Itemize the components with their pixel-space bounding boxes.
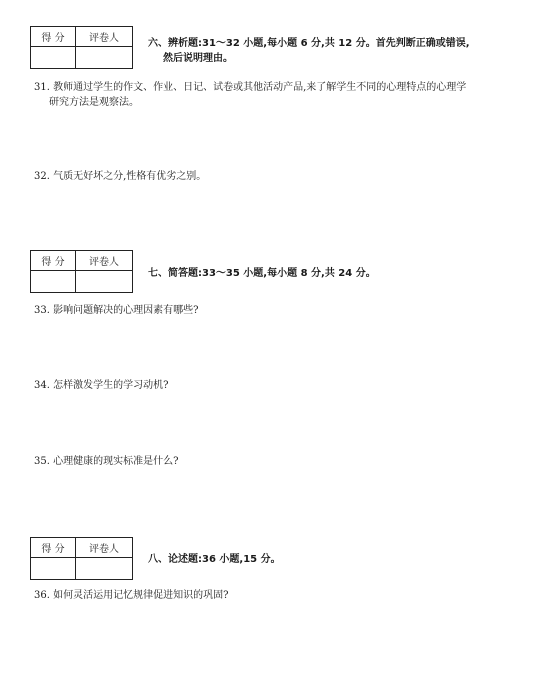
section-title-7 [148,266,376,281]
section-title-line: 八、论述题:36 小题,15 分。 [148,554,281,565]
grader-cell[interactable] [76,271,133,293]
grader-cell[interactable] [76,47,133,69]
score-box-section-6 [30,26,133,69]
section-title-6 [148,36,470,66]
score-label: 得 分 [31,251,76,271]
section-title-line: 七、简答题:33～35 小题,每小题 8 分,共 24 分。 [148,268,376,279]
section-title-line: 六、辨析题:31～32 小题,每小题 6 分,共 12 分。首先判断正确或错误, [148,38,470,49]
score-box-section-7 [30,250,133,293]
score-label: 得 分 [31,27,76,47]
score-cell[interactable] [31,558,76,580]
question-34 [34,378,168,393]
section-title-8 [148,552,281,567]
question-text: 33. 影响问题解决的心理因素有哪些? [34,305,199,316]
question-33 [34,303,198,318]
grader-label: 评卷人 [76,538,133,558]
score-box-section-8 [30,537,133,580]
question-text: 32. 气质无好坏之分,性格有优劣之别。 [34,171,207,182]
question-text: 34. 怎样激发学生的学习动机? [34,380,169,391]
grader-label: 评卷人 [76,27,133,47]
question-35 [34,454,178,469]
question-text: 36. 如何灵活运用记忆规律促进知识的巩固? [34,590,229,601]
score-cell[interactable] [31,47,76,69]
grader-label: 评卷人 [76,251,133,271]
score-cell[interactable] [31,271,76,293]
section-title-line: 然后说明理由。 [163,53,233,64]
question-text: 31. 教师通过学生的作文、作业、日记、试卷或其他活动产品,来了解学生不同的心理特点的心理学 [34,82,467,93]
question-32 [34,169,206,184]
question-text: 35. 心理健康的现实标准是什么? [34,456,179,467]
question-36 [34,588,228,603]
grader-cell[interactable] [76,558,133,580]
question-text: 研究方法是观察法。 [49,97,139,108]
question-31 [34,80,466,110]
score-label: 得 分 [31,538,76,558]
